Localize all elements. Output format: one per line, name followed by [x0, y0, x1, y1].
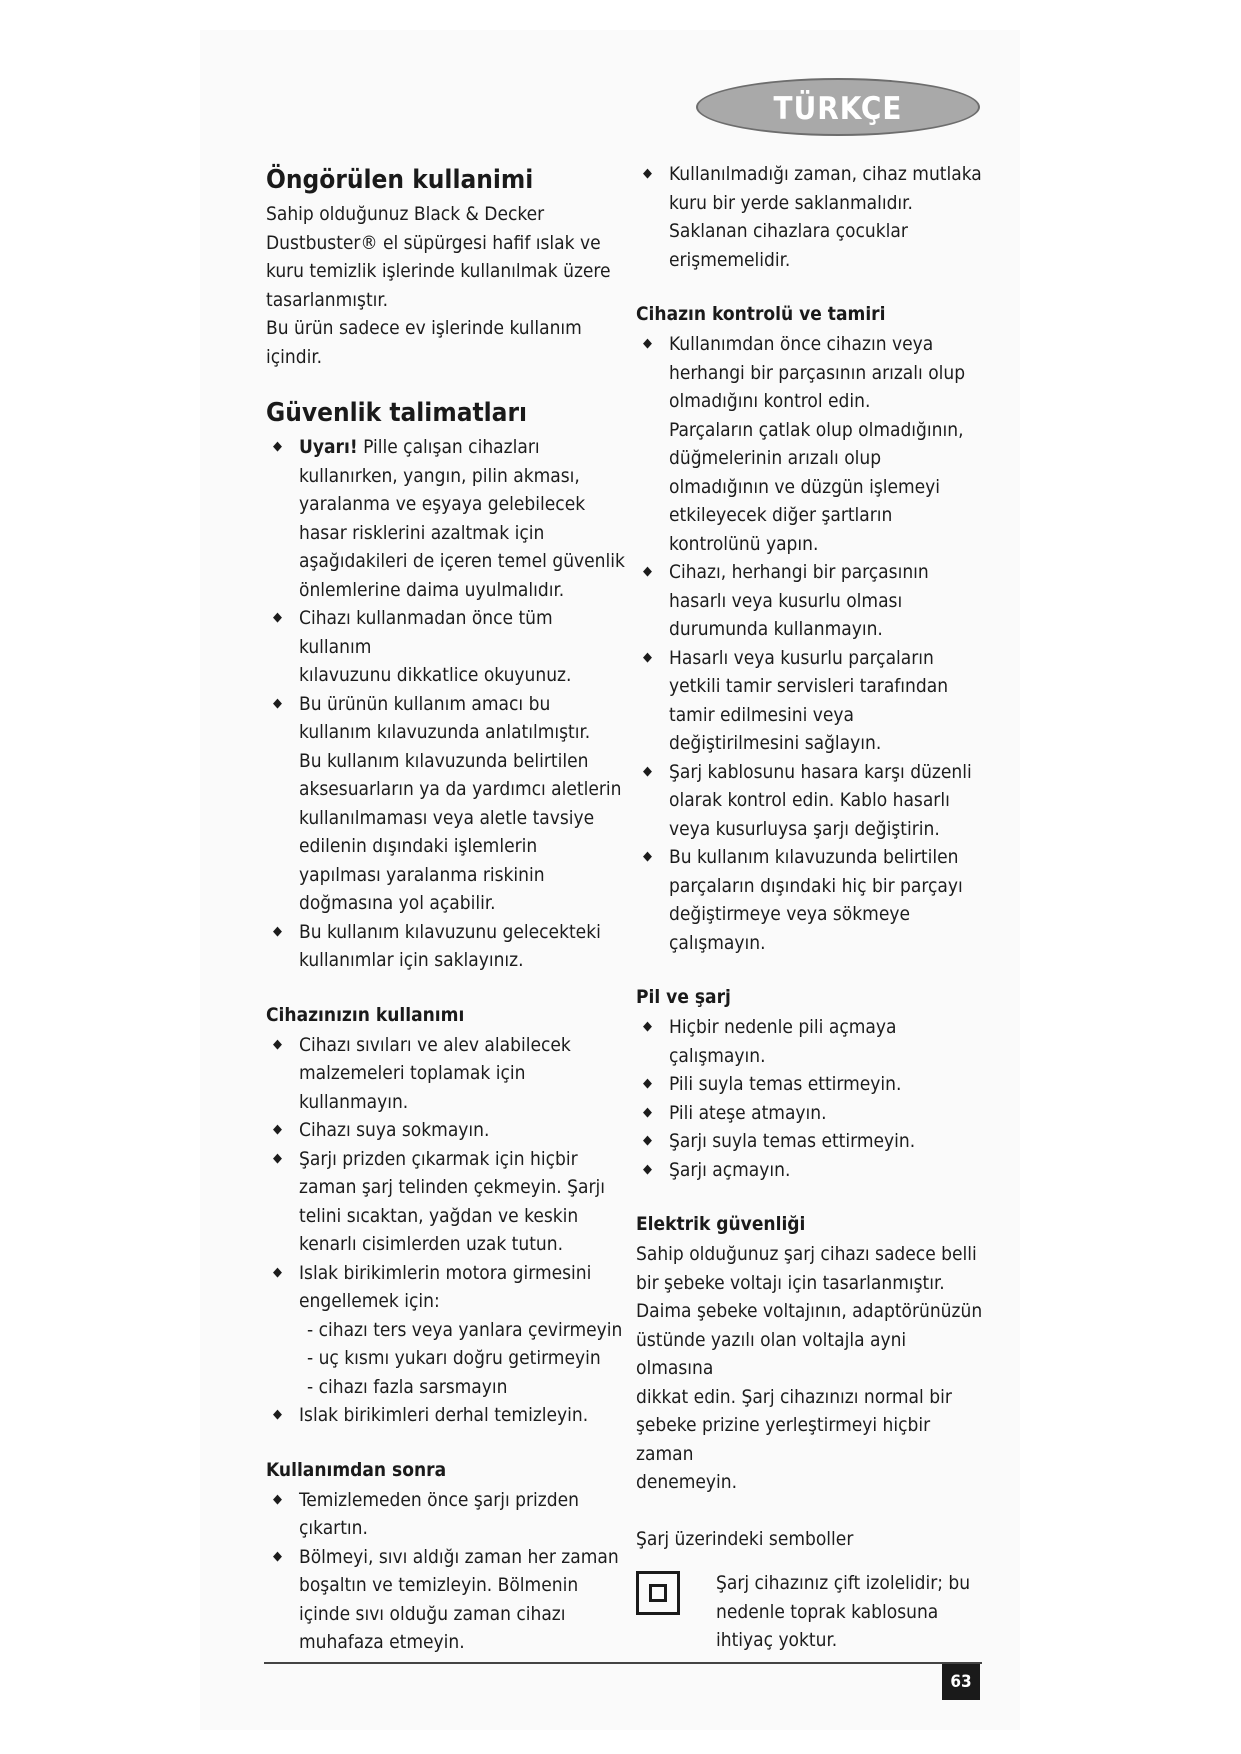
- diamond-bullet-icon: ◆: [643, 649, 652, 665]
- after-use-list: [266, 1486, 626, 1657]
- diamond-bullet-icon: ◆: [273, 1036, 282, 1052]
- list-item: ◆ Şarj kablosunu hasara karşı düzenli olarak kontrol edin. Kablo hasarlı veya kusurluysa şarjı değiştirin.: [636, 758, 986, 844]
- inspection-list: [636, 330, 986, 957]
- usage-list: [266, 1031, 626, 1430]
- list-item: ◆ Hiçbir nedenle pili açmaya çalışmayın.: [636, 1013, 986, 1070]
- left-column: [266, 160, 626, 1657]
- list-item: ◆ Hasarlı veya kusurlu parçaların yetkili tamir servisleri tarafından tamir edilmesini veya değiştirilmesini sağlayın.: [636, 644, 986, 758]
- safety-list: [266, 433, 626, 975]
- warning-label: Uyarı!: [299, 436, 358, 458]
- list-item: ◆ Kullanılmadığı zaman, cihaz mutlaka kuru bir yerde saklanmalıdır. Saklanan cihazlara çocuklar erişmemelidir.: [636, 160, 986, 274]
- list-item: ◆ Bu kullanım kılavuzunda belirtilen parçaların dışındaki hiç bir parçayı değiştirmeye veya sökmeye çalışmayın.: [636, 843, 986, 957]
- diamond-bullet-icon: ◆: [273, 610, 282, 625]
- list-item: ◆ Pili suyla temas ettirmeyin.: [636, 1070, 986, 1099]
- double-insulation-inner-square: [649, 1584, 667, 1602]
- spacer: [636, 1497, 986, 1525]
- list-item: ◆ Şarjı suyla temas ettirmeyin.: [636, 1127, 986, 1156]
- electrical-safety-title: Elektrik güvenliği: [636, 1213, 806, 1235]
- list-item: ◆ Şarjı prizden çıkarmak için hiçbir zaman şarj telinden çekmeyin. Şarjı telini sıcaktan, yağdan ve keskin kenarlı cisimlerden uzak tutun.: [266, 1145, 626, 1259]
- intended-use-title: Öngörülen kullanimi: [266, 165, 534, 195]
- storage-list: [636, 160, 986, 274]
- diamond-bullet-icon: ◆: [643, 564, 652, 579]
- double-insulation-text: Şarj cihazınız çift izolelidir; bu nedenle toprak kablosuna ihtiyaç yoktur.: [716, 1572, 971, 1651]
- diamond-bullet-icon: ◆: [273, 1122, 282, 1137]
- list-item: ◆ Şarjı açmayın.: [636, 1156, 986, 1185]
- diamond-bullet-icon: ◆: [273, 1407, 282, 1422]
- double-insulation-row: [636, 1569, 986, 1659]
- double-insulation-icon: [636, 1571, 680, 1615]
- diamond-bullet-icon: ◆: [643, 1076, 652, 1091]
- list-item: ◆ Cihazı sıvıları ve alev alabilecek malzemeleri toplamak için kullanmayın.: [266, 1031, 626, 1117]
- diamond-bullet-icon: ◆: [643, 166, 652, 181]
- list-item: ◆ Islak birikimleri derhal temizleyin.: [266, 1401, 626, 1430]
- inspection-title: Cihazın kontrolü ve tamiri: [636, 303, 886, 325]
- symbols-label: Şarj üzerindeki semboller: [636, 1527, 854, 1550]
- electrical-safety-paragraph: Sahip olduğunuz şarj cihazı sadece belli bir şebeke voltajı için tasarlanmıştır. Daima şebeke voltajının, adaptörünüzün üstünde yazılı olan voltajla ayni olmasına dikkat edin. Şarj cihazınızı normal bir şebeke prizine yerleştirmeyi hiçbir zaman denemeyin.: [636, 1243, 983, 1493]
- page-number: 63: [942, 1664, 980, 1700]
- diamond-bullet-icon: ◆: [643, 336, 652, 351]
- diamond-bullet-icon: ◆: [273, 1150, 282, 1166]
- intended-use-paragraph: Sahip olduğunuz Black & Decker Dustbuster® el süpürgesi hafif ıslak ve kuru temizlik işlerinde kullanılmak üzere tasarlanmıştır. Bu ürün sadece ev işlerinde kullanım içindir.: [266, 203, 611, 368]
- right-column: [636, 160, 986, 1659]
- list-item: ◆ Cihazı suya sokmayın.: [266, 1116, 626, 1145]
- language-tab: TÜRKÇE: [696, 78, 980, 136]
- safety-title: Güvenlik talimatları: [266, 398, 528, 428]
- diamond-bullet-icon: ◆: [273, 1548, 282, 1564]
- diamond-bullet-icon: ◆: [643, 1161, 652, 1177]
- list-item: ◆ Bölmeyi, sıvı aldığı zaman her zaman boşaltın ve temizleyin. Bölmenin içinde sıvı olduğu zaman cihazı muhafaza etmeyin.: [266, 1543, 626, 1657]
- list-item: ◆ Temizlemeden önce şarjı prizden çıkartın.: [266, 1486, 626, 1543]
- diamond-bullet-icon: ◆: [643, 849, 652, 864]
- diamond-bullet-icon: ◆: [643, 1104, 652, 1120]
- diamond-bullet-icon: ◆: [273, 695, 282, 711]
- list-item: ◆ Bu ürünün kullanım amacı bu kullanım kılavuzunda anlatılmıştır. Bu kullanım kılavuzunda belirtilen aksesuarların ya da yardımcı aletlerin kullanılmaması veya aletle tavsiye edilenin dışındaki işlemlerin yapılması yaralanma riskinin doğmasına yol açabilir.: [266, 690, 626, 918]
- usage-title: Cihazınızın kullanımı: [266, 1003, 465, 1026]
- after-use-title: Kullanımdan sonra: [266, 1458, 447, 1481]
- diamond-bullet-icon: ◆: [273, 923, 282, 939]
- diamond-bullet-icon: ◆: [273, 1491, 282, 1507]
- list-item: ◆ Bu kullanım kılavuzunu gelecekteki kullanımlar için saklayınız.: [266, 918, 626, 975]
- list-item: ◆ Islak birikimlerin motora girmesini engellemek için: - cihazı ters veya yanlara çevirmeyin - uç kısmı yukarı doğru getirmeyin - cihazı fazla sarsmayın: [266, 1259, 626, 1402]
- diamond-bullet-icon: ◆: [273, 1264, 282, 1280]
- list-item: ◆ Uyarı! Pille çalışan cihazları kullanırken, yangın, pilin akması, yaralanma ve eşyaya gelebilecek hasar risklerini azaltmak için aşağıdakileri de içeren temel güvenlik önlemlerine daima uyulmalıdır.: [266, 433, 626, 604]
- list-item: ◆ Kullanımdan önce cihazın veya herhangi bir parçasının arızalı olup olmadığını kontrol edin. Parçaların çatlak olup olmadığının, düğmelerinin arızalı olup olmadığının ve düzgün işlemeyi etkileyecek diğer şartların kontrolünü yapın.: [636, 330, 986, 558]
- diamond-bullet-icon: ◆: [273, 439, 282, 454]
- footer-divider: [264, 1662, 982, 1664]
- diamond-bullet-icon: ◆: [643, 1133, 652, 1148]
- diamond-bullet-icon: ◆: [643, 763, 652, 779]
- list-item: ◆ Cihazı kullanmadan önce tüm kullanım kılavuzunu dikkatlice okuyunuz.: [266, 604, 626, 690]
- list-item: ◆ Pili ateşe atmayın.: [636, 1099, 986, 1128]
- diamond-bullet-icon: ◆: [643, 1019, 652, 1034]
- battery-title: Pil ve şarj: [636, 986, 731, 1008]
- battery-list: [636, 1013, 986, 1184]
- list-item: ◆ Cihazı, herhangi bir parçasının hasarlı veya kusurlu olması durumunda kullanmayın.: [636, 558, 986, 644]
